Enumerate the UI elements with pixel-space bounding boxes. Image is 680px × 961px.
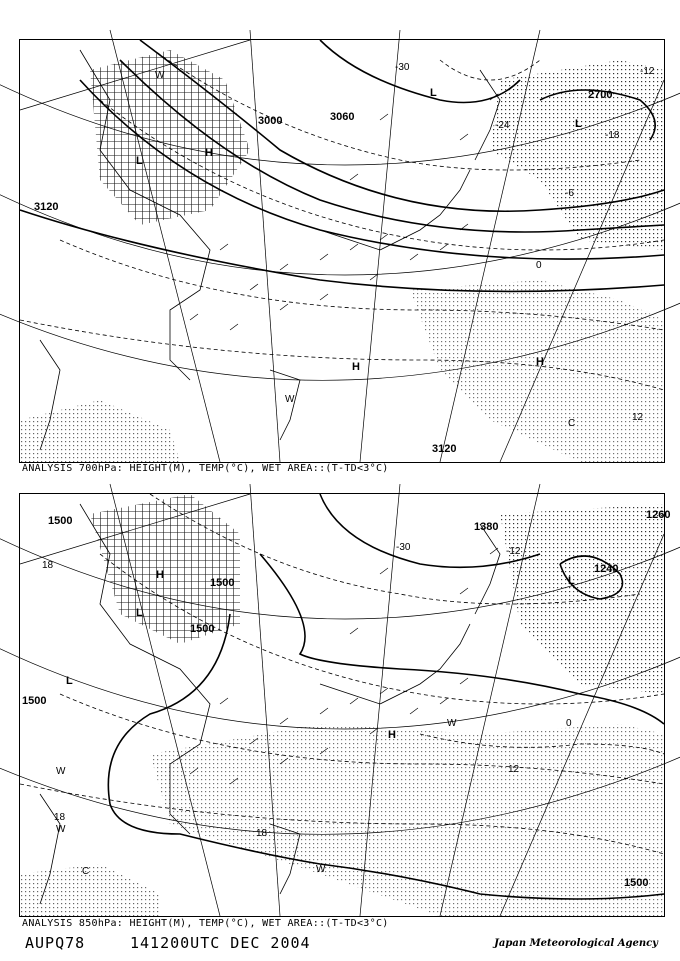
height-label: 2700 (588, 89, 613, 101)
low-pressure-marker: L (136, 155, 143, 167)
high-pressure-marker: H (388, 729, 396, 741)
map-panel-850hpa (19, 493, 671, 917)
temp-label: -12 (506, 546, 521, 557)
height-label: 1500 (22, 695, 47, 707)
caption-850hpa: ANALYSIS 850hPa: HEIGHT(M), TEMP(°C), WET AREA::(T-TD<3°C) (22, 918, 389, 929)
agency-credit: Japan Meteorological Agency (494, 938, 658, 949)
low-pressure-marker: L (66, 675, 73, 687)
height-label: 1240 (594, 563, 619, 575)
height-label: 1500 (190, 623, 215, 635)
wet-area-shading (20, 494, 664, 916)
valid-time: 141200UTC DEC 2004 (130, 934, 311, 952)
temp-label: -6 (565, 188, 574, 199)
cold-marker: C (568, 418, 576, 429)
high-pressure-marker: H (205, 147, 213, 159)
warm-marker: W (285, 394, 295, 405)
warm-marker: W (155, 70, 165, 81)
warm-marker: W (316, 864, 326, 875)
low-pressure-marker: L (430, 87, 437, 99)
low-pressure-marker: L (575, 118, 582, 130)
height-label: 1380 (474, 521, 499, 533)
height-label: 1500 (624, 877, 649, 889)
chart-code: AUPQ78 (25, 934, 86, 952)
high-pressure-marker: H (536, 356, 544, 368)
temp-label: -24 (495, 120, 510, 131)
low-pressure-marker: L (136, 607, 143, 619)
height-label: 1260 (646, 509, 671, 521)
height-label: 3120 (34, 201, 59, 213)
temp-label: 18 (42, 560, 54, 571)
temp-label: 12 (632, 412, 644, 423)
high-pressure-marker: H (352, 361, 360, 373)
temp-label: -12 (640, 66, 655, 77)
temp-label: 18 (54, 812, 66, 823)
high-pressure-marker: H (156, 569, 164, 581)
height-label: 3060 (330, 111, 355, 123)
height-label: 1500 (210, 577, 235, 589)
temp-label: -30 (396, 542, 411, 553)
map-850hpa-svg (20, 494, 671, 916)
warm-marker: W (56, 766, 66, 777)
height-label: 3120 (432, 443, 457, 455)
temp-label: 12 (508, 764, 520, 775)
low-pressure-marker: L (568, 575, 575, 587)
caption-700hpa: ANALYSIS 700hPa: HEIGHT(M), TEMP(°C), WET AREA::(T-TD<3°C) (22, 463, 389, 474)
temp-label: 0 (566, 718, 572, 729)
warm-marker: W (56, 824, 66, 835)
height-label: 3000 (258, 115, 283, 127)
height-label: 1500 (48, 515, 73, 527)
map-panel-700hpa (19, 39, 665, 463)
warm-marker: W (447, 718, 457, 729)
temp-label: 18 (256, 828, 268, 839)
cold-marker: C (82, 866, 90, 877)
temp-label: -18 (605, 130, 620, 141)
map-700hpa-svg (20, 40, 664, 462)
temp-label: 0 (536, 260, 542, 271)
temp-label: -30 (395, 62, 410, 73)
